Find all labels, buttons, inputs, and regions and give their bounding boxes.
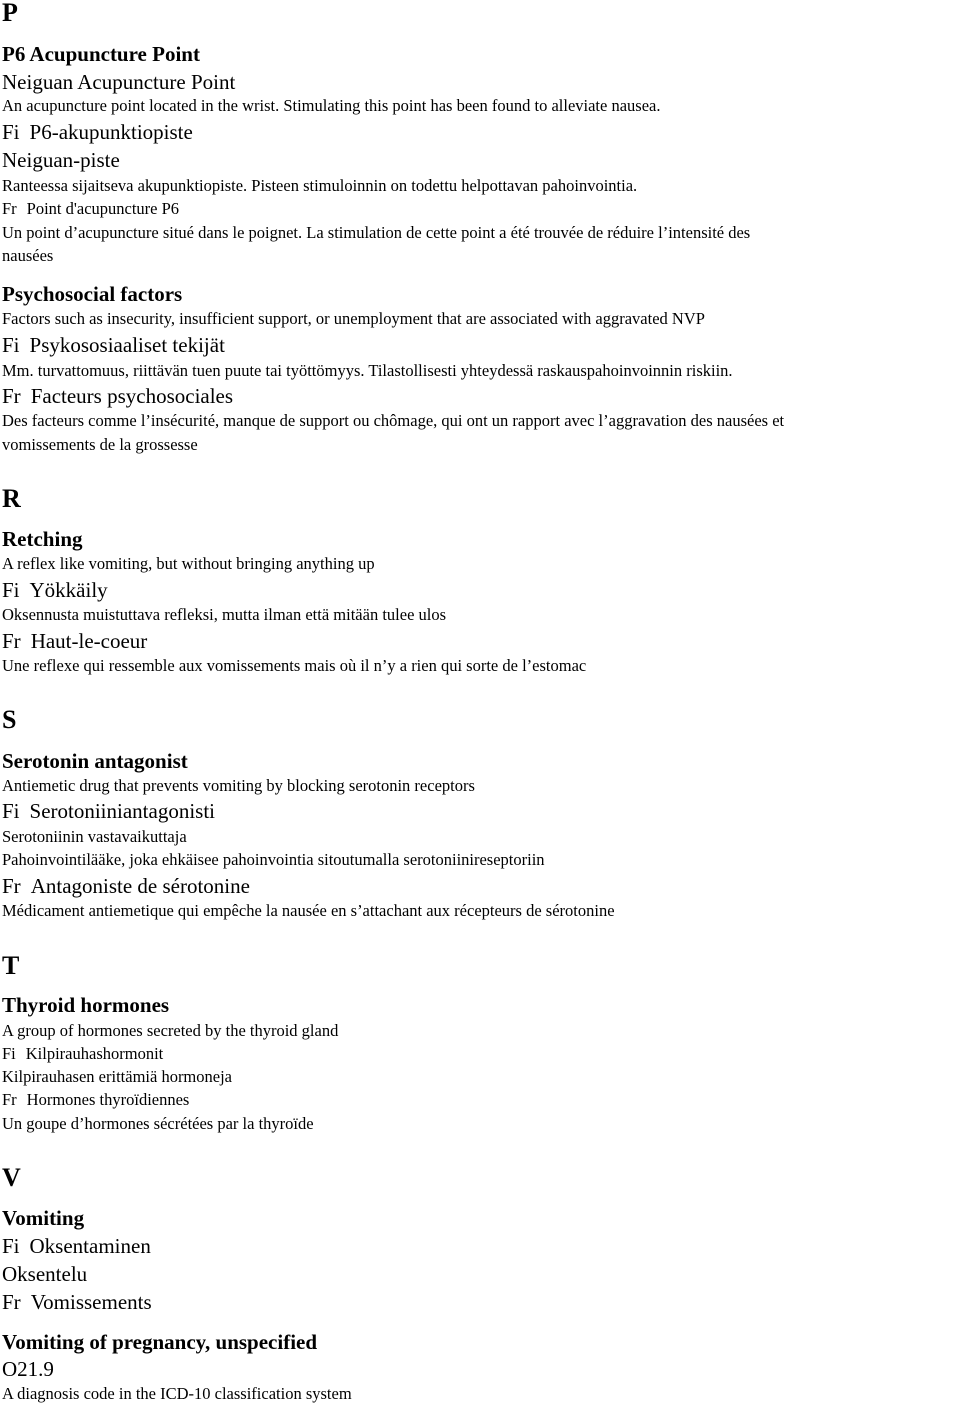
lang-tag-fi: Fi xyxy=(2,799,20,823)
french-term xyxy=(2,1292,152,1313)
finnish-term-text: Oksentaminen xyxy=(29,1234,151,1258)
section-letter-v: V xyxy=(2,1163,21,1192)
finnish-term xyxy=(2,1046,163,1063)
finnish-alt-term: Neiguan-piste xyxy=(2,148,120,172)
term-vomiting-of-pregnancy: Vomiting of pregnancy, unspecified xyxy=(2,1330,318,1354)
term-alt-name: Neiguan Acupuncture Point xyxy=(2,70,236,94)
french-term-text: Hormones thyroïdiennes xyxy=(26,1090,190,1109)
finnish-term-text: Serotoniiniantagonisti xyxy=(29,799,215,823)
section-letter-p: P xyxy=(2,0,18,27)
french-term-text: Haut-le-coeur xyxy=(30,629,148,653)
section-letter-r: R xyxy=(2,484,21,513)
lang-tag-fi: Fi xyxy=(2,1234,20,1258)
lang-tag-fr: Fr xyxy=(2,629,21,653)
definition-en: A group of hormones secreted by the thyroid gland xyxy=(2,1021,339,1040)
lang-tag-fi: Fi xyxy=(2,1044,16,1063)
definition-fr: Une reflexe qui ressemble aux vomissements mais où il n’y a rien qui sorte de l’estomac xyxy=(2,656,587,675)
definition-fr-line-2: vomissements de la grossesse xyxy=(2,435,198,454)
definition-fi: Kilpirauhasen erittämiä hormoneja xyxy=(2,1067,233,1086)
term-thyroid-hormones: Thyroid hormones xyxy=(2,993,170,1017)
finnish-term xyxy=(2,122,193,143)
definition-fi: Pahoinvointilääke, joka ehkäisee pahoinvointia sitoutumalla serotoniinireseptoriin xyxy=(2,850,545,869)
finnish-term xyxy=(2,580,108,601)
lang-tag-fr: Fr xyxy=(2,1090,17,1109)
french-term-text: Vomissements xyxy=(30,1290,152,1314)
section-letter-s: S xyxy=(2,705,17,734)
french-term xyxy=(2,876,250,897)
lang-tag-fr: Fr xyxy=(2,1290,21,1314)
term-vomiting: Vomiting xyxy=(2,1206,85,1230)
finnish-alt-term: Oksentelu xyxy=(2,1262,88,1286)
french-term-text: Point d'acupuncture P6 xyxy=(26,199,180,218)
french-term-text: Antagoniste de sérotonine xyxy=(30,874,250,898)
french-term xyxy=(2,386,233,407)
definition-en: A reflex like vomiting, but without bringing anything up xyxy=(2,554,375,573)
term-serotonin-antagonist: Serotonin antagonist xyxy=(2,749,188,773)
definition-fi: Ranteessa sijaitseva akupunktiopiste. Pisteen stimuloinnin on todettu helpottavan pahoinvointia. xyxy=(2,176,638,195)
french-term-text: Facteurs psychosociales xyxy=(30,384,234,408)
diagnosis-code: O21.9 xyxy=(2,1357,54,1381)
definition-fi: Mm. turvattomuus, riittävän tuen puute tai työttömyys. Tilastollisesti yhteydessä raskauspahoinvoinnin riskiin. xyxy=(2,361,733,380)
definition-fr: Un goupe d’hormones sécrétées par la thyroïde xyxy=(2,1114,314,1133)
definition-en: An acupuncture point located in the wrist. Stimulating this point has been found to alleviate nausea. xyxy=(2,96,661,115)
finnish-term xyxy=(2,1236,151,1257)
finnish-term xyxy=(2,335,225,356)
french-term xyxy=(2,1092,189,1109)
section-letter-t: T xyxy=(2,951,20,980)
definition-fr-line-2: nausées xyxy=(2,246,54,265)
finnish-term-text: Psykososiaaliset tekijät xyxy=(29,333,225,357)
definition-fr-line-1: Un point d’acupuncture situé dans le poignet. La stimulation de cette point a été trouvée de réduire l’intensité des xyxy=(2,223,751,242)
french-term xyxy=(2,201,179,218)
definition-en: Factors such as insecurity, insufficient support, or unemployment that are associated with aggravated NVP xyxy=(2,309,705,328)
finnish-term-text: P6-akupunktiopiste xyxy=(29,120,193,144)
definition-en: A diagnosis code in the ICD-10 classification system xyxy=(2,1384,352,1403)
finnish-term xyxy=(2,801,215,822)
finnish-alt-term: Serotoniinin vastavaikuttaja xyxy=(2,827,187,846)
lang-tag-fi: Fi xyxy=(2,120,20,144)
definition-en: Antiemetic drug that prevents vomiting by blocking serotonin receptors xyxy=(2,776,475,795)
lang-tag-fr: Fr xyxy=(2,384,21,408)
french-term xyxy=(2,631,147,652)
lang-tag-fr: Fr xyxy=(2,199,17,218)
finnish-term-text: Yökkäily xyxy=(29,578,108,602)
lang-tag-fi: Fi xyxy=(2,333,20,357)
definition-fr: Médicament antiemetique qui empêche la nausée en s’attachant aux récepteurs de sérotonine xyxy=(2,901,615,920)
finnish-term-text: Kilpirauhashormonit xyxy=(25,1044,164,1063)
definition-fr-line-1: Des facteurs comme l’insécurité, manque de support ou chômage, qui ont un rapport avec l’aggravation des nausées et xyxy=(2,411,785,430)
term-psychosocial-factors: Psychosocial factors xyxy=(2,282,183,306)
term-retching: Retching xyxy=(2,527,83,551)
lang-tag-fr: Fr xyxy=(2,874,21,898)
term-p6-acupuncture-point: P6 Acupuncture Point xyxy=(2,42,200,66)
lang-tag-fi: Fi xyxy=(2,578,20,602)
definition-fi: Oksennusta muistuttava refleksi, mutta ilman että mitään tulee ulos xyxy=(2,605,447,624)
